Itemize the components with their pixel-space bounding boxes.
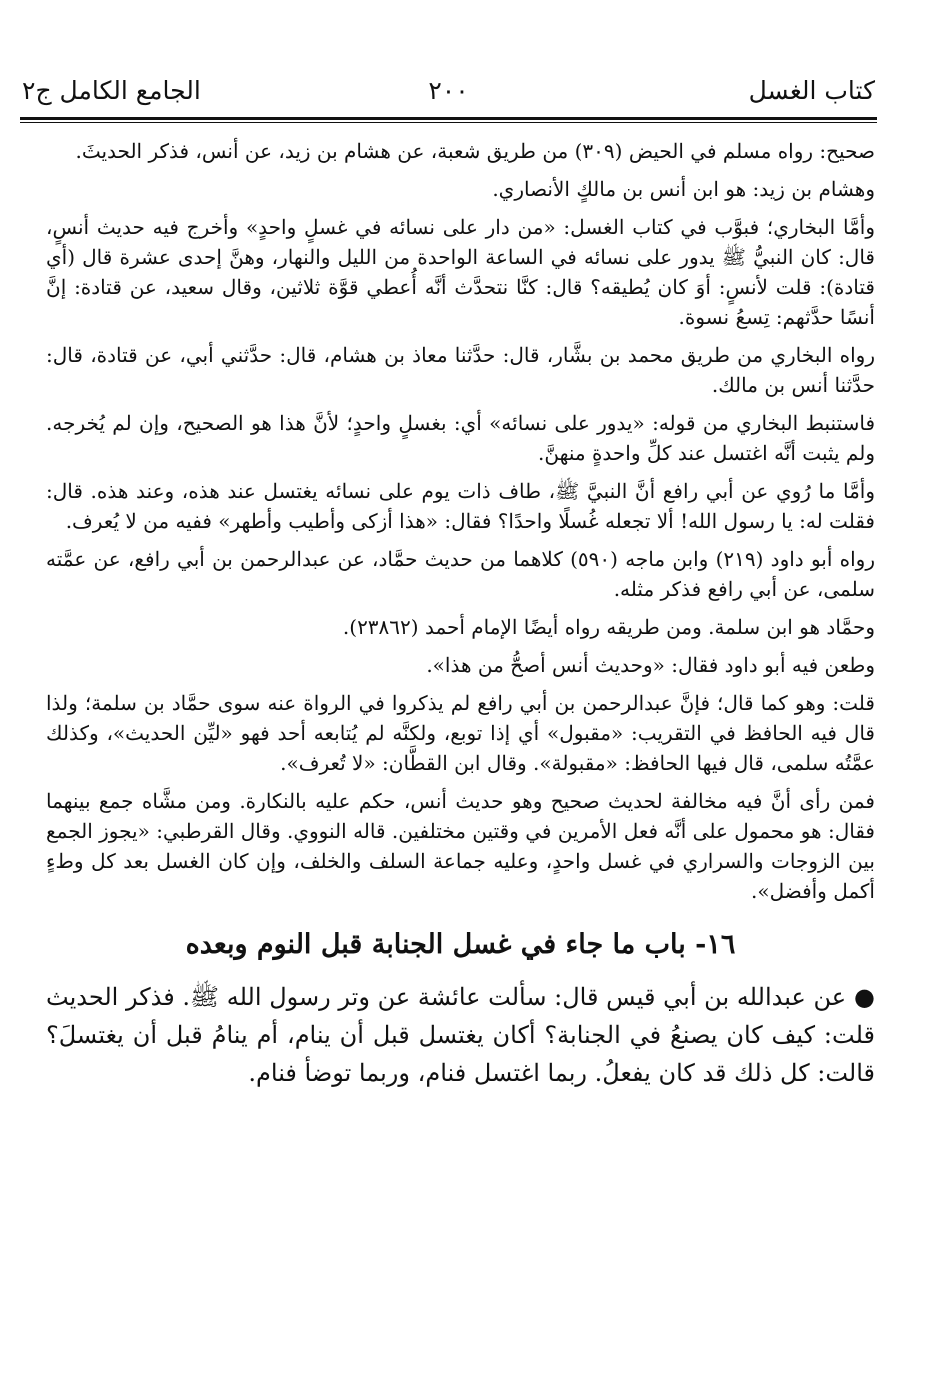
paragraph-8: وحمَّاد هو ابن سلمة. ومن طريقه رواه أيضًا الإمام أحمد (٢٣٨٦٢).	[342, 615, 875, 639]
header-book-title: الجامع الكامل ج٢	[22, 76, 201, 105]
paragraph-3: وأمَّا البخاري؛ فبوَّب في كتاب الغسل: «من دار على نسائه في غسلٍ واحدٍ» وأخرج فيه حديث أنسٍ، قال: كان النبيُّ ﷺ يدور على نسائه في الساعة الواحدة من الليل والنهار، وهنَّ إحدى عشرة قال (أي قتادة): قلت لأنسٍ: أوَ كان يُطيقه؟ قال: كنَّا نتحدَّث أنَّه أُعطي قوَّة ثلاثين، وقال سعيد، عن قتادة: إنَّ أنسًا حدَّثهم: تِسعُ نسوة.	[46, 215, 875, 329]
hadith-text: عن عبدالله بن أبي قيس قال: سألت عائشة عن وتر رسول الله ﷺ. فذكر الحديث قلت: كيف كان يصنعُ في الجنابة؟ أكان يغتسل قبل أن ينام، أم ينامُ قبل أن يغتسلَ؟ قالت: كل ذلك قد كان يفعلُ. ربما اغتسل فنام، وربما توضأ فنام.	[46, 983, 875, 1087]
page-header	[22, 72, 875, 112]
header-rule-thick	[20, 117, 877, 120]
bullet-icon: ●	[854, 983, 875, 1011]
header-chapter-title: كتاب الغسل	[748, 76, 875, 105]
paragraph-1: صحيح: رواه مسلم في الحيض (٣٠٩) من طريق شعبة، عن هشام بن زيد، عن أنس، فذكر الحديثَ.	[75, 139, 875, 163]
paragraph-9: وطعن فيه أبو داود فقال: «وحديث أنس أصحُّ من هذا».	[426, 653, 875, 677]
paragraph-10: قلت: وهو كما قال؛ فإنَّ عبدالرحمن بن أبي رافع لم يذكروا في الرواة عنه سوى حمَّاد بن سلمة؛ ولذا قال فيه الحافظ في التقريب: «مقبول» أي إذا توبع، ولكنَّه لم يُتابعه أحد فهو «ليِّن الحديث»، وكذلك عمَّتُه سلمى، قال فيها الحافظ: «مقبولة». وقال ابن القطَّان: «لا تُعرف».	[46, 691, 875, 775]
paragraph-7: رواه أبو داود (٢١٩) وابن ماجه (٥٩٠) كلاهما من حديث حمَّاد، عن عبدالرحمن بن أبي رافع، عن عمَّته سلمى، عن أبي رافع فذكر مثله.	[46, 547, 876, 601]
hadith-text-block	[46, 978, 875, 1092]
page-body	[46, 136, 875, 1092]
paragraph-4: رواه البخاري من طريق محمد بن بشَّار، قال: حدَّثنا معاذ بن هشام، قال: حدَّثني أبي، عن قتادة، قال: حدَّثنا أنس بن مالك.	[46, 343, 875, 397]
header-rule-thin	[20, 122, 877, 123]
paragraph-6: وأمَّا ما رُوي عن أبي رافع أنَّ النبيَّ ﷺ، طاف ذات يوم على نسائه يغتسل عند هذه، وعند هذه. قال: فقلت له: يا رسول الله! ألا تجعله غُسلًا واحدًا؟ فقال: «هذا أزكى وأطيب وأطهر» ففيه من لا يُعرف.	[46, 479, 876, 533]
paragraph-5: فاستنبط البخاري من قوله: «يدور على نسائه» أي: بغسلٍ واحدٍ؛ لأنَّ هذا هو الصحيح، وإن لم يُخرجه. ولم يثبت أنَّه اغتسل عند كلِّ واحدةٍ منهنَّ.	[46, 411, 875, 465]
page-number: ٢٠٠	[428, 76, 469, 105]
paragraph-11: فمن رأى أنَّ فيه مخالفة لحديث صحيح وهو حديث أنس، حكم عليه بالنكارة. ومن مشَّاه جمع بينهما فقال: هو محمول على أنَّه فعل الأمرين في وقتين مختلفين. قاله النووي. وقال القرطبي: «يجوز الجمع بين الزوجات والسراري في غسل واحدٍ، وعليه جماعة السلف والخلف، وإن كان الغسل بعد كل وطءٍ أكمل وأفضل».	[46, 789, 875, 903]
paragraph-2: وهشام بن زيد: هو ابن أنس بن مالكٍ الأنصاري.	[492, 177, 875, 201]
chapter-heading: ١٦- باب ما جاء في غسل الجنابة قبل النوم وبعده	[185, 929, 736, 960]
